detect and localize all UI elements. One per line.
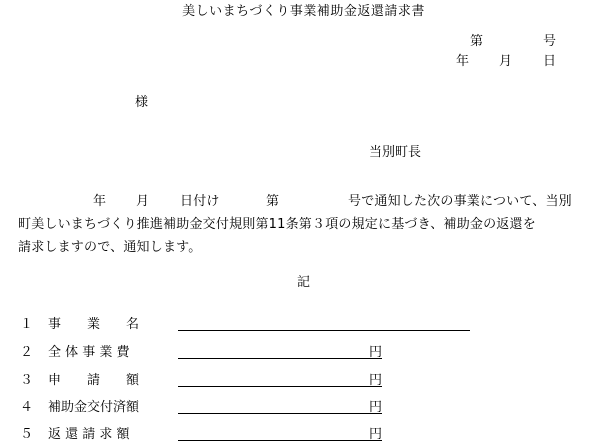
fill-in-line[interactable] <box>178 413 382 414</box>
body-ref-rest: 号で通知した次の事業について、当別 <box>348 194 572 209</box>
body-line-2: 町美しいまちづくり推進補助金交付規則第11条第３項の規定に基づき、補助金の返還を <box>18 217 536 232</box>
item-label: 事 業 名 <box>48 317 140 332</box>
item-label: 返 還 請 求 額 <box>48 427 130 442</box>
body-line-3: 請求しますので、通知します。 <box>18 240 202 255</box>
fill-in-line[interactable] <box>178 330 470 331</box>
date-day-label: 日 <box>543 54 557 69</box>
document-title: 美しいまちづくり事業補助金返還請求書 <box>182 4 425 19</box>
yen-unit: 円 <box>369 373 383 388</box>
item-number: ３ <box>20 373 34 388</box>
ki-heading: 記 <box>296 275 310 290</box>
item-label: 補助金交付済額 <box>48 400 140 415</box>
item-label: 申 請 額 <box>48 373 140 388</box>
date-year-label: 年 <box>456 54 470 69</box>
body-ref-year: 年 <box>93 194 107 209</box>
item-number: ５ <box>20 427 34 442</box>
item-number: １ <box>20 317 34 332</box>
item-number: ２ <box>20 345 34 360</box>
yen-unit: 円 <box>369 345 383 360</box>
body-ref-no-prefix: 第 <box>266 194 280 209</box>
sender-name: 当別町長 <box>369 145 422 160</box>
item-label: 全 体 事 業 費 <box>48 345 130 360</box>
yen-unit: 円 <box>369 427 383 442</box>
addressee-suffix: 様 <box>135 95 149 110</box>
document-number-prefix: 第 <box>470 34 484 49</box>
fill-in-line[interactable] <box>178 386 382 387</box>
body-ref-day: 日付け <box>180 194 220 209</box>
fill-in-line[interactable] <box>178 440 382 441</box>
fill-in-line[interactable] <box>178 358 382 359</box>
item-number: ４ <box>20 400 34 415</box>
body-ref-month: 月 <box>136 194 150 209</box>
yen-unit: 円 <box>369 400 383 415</box>
document-number-suffix: 号 <box>543 34 557 49</box>
date-month-label: 月 <box>499 54 513 69</box>
